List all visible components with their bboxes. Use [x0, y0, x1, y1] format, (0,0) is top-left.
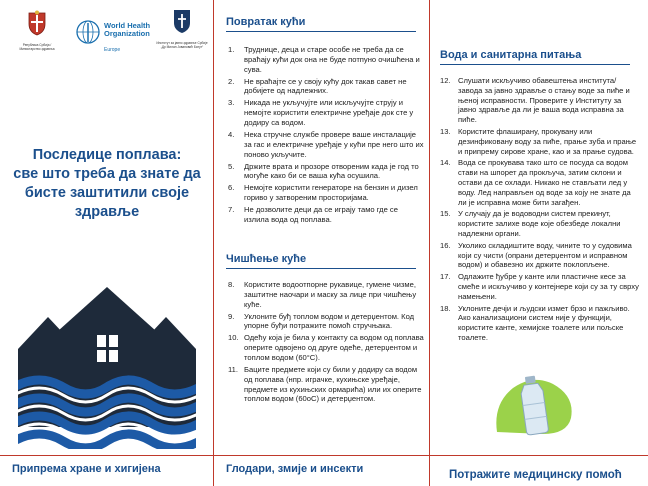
cover-title-line: Последице поплава:	[32, 147, 182, 163]
list-item	[440, 304, 640, 343]
item-text: Користите водоотпорне рукавице, гумене чизме, заштитне наочари и маску за лице при чишћењу куће.	[244, 280, 417, 309]
item-number: 2.	[228, 76, 235, 86]
section-heading-food: Припрема хране и хигијена	[12, 463, 161, 475]
item-text: Вода се прокувава тако што се посуда са водом стави на шпорет да прокључа, затим склони и остави да се охлади. Никако не стављати лед у воду. Лед направљен од воде за коју не знате да ли је исправна може бити загађен.	[458, 158, 631, 207]
item-text: Не враћајте се у своју кућу док такав савет не добијете од надлежних.	[244, 76, 407, 96]
who-line1: World Health	[104, 21, 151, 30]
water-bottle-icon	[491, 374, 577, 436]
item-text: Не дозволите деци да се играју тамо где се излила вода од поплава.	[244, 205, 398, 224]
who-name	[104, 22, 150, 38]
item-number: 14.	[440, 158, 451, 168]
section-heading-rodents: Глодари, змије и инсекти	[226, 463, 364, 475]
item-number: 5.	[228, 161, 235, 171]
item-number: 3.	[228, 98, 235, 108]
item-text: У случају да је водоводни систем прекинут, користите залихе воде које обезбеде локални надлежни органи.	[458, 209, 621, 238]
who-line2: Organization	[104, 29, 150, 38]
item-text: Одећу која је била у контакту са водом од поплава оперите одвојено од друге одеће, детерџентом и топлом водом (60°C).	[244, 333, 424, 362]
item-number: 8.	[228, 280, 235, 289]
item-number: 1.	[228, 45, 235, 54]
item-number: 18.	[440, 303, 451, 313]
serbia-logo	[14, 10, 60, 51]
item-text: Уклоните дечји и људски измет брзо и пажљиво. Ако канализациони систем није у функцији, користите канте, хемијске тоалете или пољске тоалете.	[458, 303, 630, 342]
list-item	[228, 333, 424, 362]
logo-row	[14, 8, 208, 68]
cover-panel	[0, 0, 213, 486]
item-number: 13.	[440, 126, 451, 136]
item-number: 16.	[440, 240, 451, 250]
cover-title	[8, 146, 206, 222]
item-number: 7.	[228, 205, 235, 215]
item-number: 9.	[228, 311, 235, 321]
list-item	[440, 127, 640, 156]
item-text: Баците предмете који су били у додиру са водом од поплава (нпр. играчке, кухињске уређаје, предмете из кухињских ормарића) или их оперите топлом водом (60оС) и детерџентом.	[244, 364, 422, 404]
item-number: 4.	[228, 129, 235, 139]
list-item	[228, 130, 424, 159]
who-region: Europe	[104, 47, 121, 53]
item-text: Нека стручне службе провере ваше инсталације за гас и електричне уређаје у кући пре него што их поново укључите.	[244, 129, 424, 159]
list-item	[228, 205, 424, 225]
item-number: 10.	[228, 333, 239, 343]
item-number: 17.	[440, 272, 451, 282]
list-item	[228, 77, 424, 97]
cover-title-line: бисте заштитили своје	[24, 185, 190, 201]
list-item	[228, 45, 424, 74]
list-item	[440, 158, 640, 207]
item-text: Слушати искључиво обавештења института/завода за јавно здравље о стању воде за пиће и њеној исправности. Проверите у Институту за јавно здравље да ли је ваша вода исправна за пиће.	[458, 76, 630, 125]
list-item	[228, 280, 424, 309]
who-emblem-icon	[76, 20, 100, 44]
list-item	[440, 76, 640, 125]
institute-shield-icon	[172, 8, 192, 34]
item-number: 15.	[440, 209, 451, 219]
item-text: Труднице, деца и старе особе не треба да се враћају кући док она не буде потпуно очишћена и сува.	[244, 45, 420, 74]
cover-title-line: здравље	[74, 204, 140, 220]
flooded-house-icon	[18, 287, 196, 449]
section-heading-cleaning: Чишћење куће	[226, 253, 416, 269]
list-item	[440, 209, 640, 238]
item-number: 12.	[440, 76, 451, 85]
item-text: Држите врата и прозоре отвореним када је год то могуће како би се ваша кућа осушила.	[244, 161, 419, 181]
ipz-logo	[154, 8, 210, 49]
cover-title-line: све што треба да знате да	[13, 166, 201, 182]
item-text: Никада не укључујте или искључујте струју и немојте користити електричне уређаје док сте у додиру са водом.	[244, 98, 414, 127]
item-text: Немојте користити генераторе на бензин и дизел гориво у затвореним просторијама.	[244, 183, 418, 203]
ipz-caption: Институт за јавно здравље Србије „Др Милан Јовановић Батут“	[156, 41, 208, 49]
item-text: Уколико складиштите воду, чините то у судовима који су чисти (опрани детерџентом и исправном водом) и обавезно их држите поклопљене.	[458, 240, 632, 270]
item-text: Уклоните буђ топлом водом и детерџентом. Код упорне буђи потражите помоћ стручњака.	[244, 311, 415, 331]
item-number: 11.	[228, 364, 238, 374]
item-number: 6.	[228, 183, 235, 193]
cleaning-list	[228, 280, 424, 406]
list-item	[228, 365, 424, 404]
coat-of-arms-icon	[26, 10, 48, 36]
section-heading-medical: Потражите медицинску помоћ	[449, 469, 622, 481]
return-home-list	[228, 45, 424, 227]
item-text: Одлажите ђубре у канте или пластичне кесе за смеће и искључиво у контејнере који су за ту сврху намењени.	[458, 272, 639, 301]
serbia-caption: Република Србија / Министарство здравља	[19, 43, 55, 51]
list-item	[440, 272, 640, 301]
section-heading-return-home: Повратак кући	[226, 16, 416, 32]
list-item	[228, 98, 424, 127]
water-list	[440, 76, 640, 345]
list-item	[228, 312, 424, 332]
section-heading-water: Вода и санитарна питања	[440, 49, 630, 65]
list-item	[440, 241, 640, 270]
item-text: Користите флаширану, прокувану или дезинфиковану воду за пиће, прање зуба и прање и припрему сирове хране, као и за прање судова.	[458, 126, 637, 156]
list-item	[228, 183, 424, 203]
list-item	[228, 162, 424, 182]
